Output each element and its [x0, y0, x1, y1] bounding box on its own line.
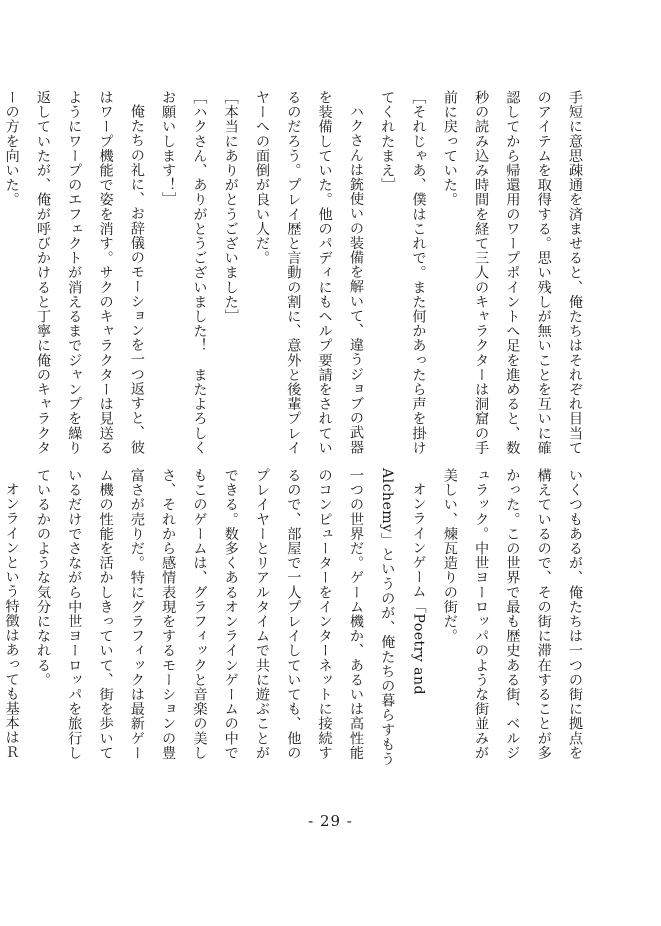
paragraph: いくつもあるが、俺たちは一つの街に拠点を構えているので、その街に滞在することが多かった。この世界で最も歴史ある街、ベルジュラック。中世ヨーロッパのような街並みが美しい、煉瓦造りの街だ。 — [441, 468, 583, 760]
dialogue-line: ［本当にありがとうございました］ — [222, 90, 239, 324]
dialogue-line: ［それじゃあ、僕はこれで。また何かあったら声を掛けてくれたまえ］ — [379, 90, 427, 455]
dialogue-line: ［ハクさん、ありがとうございました！ またよろしくお願いします！］ — [160, 90, 208, 455]
page-number: - 29 - — [308, 812, 353, 830]
lower-text-block — [3, 468, 590, 768]
paragraph: オンラインゲーム「Poetry and Alchemy」というのが、俺たちの暮らすもう一つの世界だ。ゲーム機か、あるいは高性能のコンピューターをインターネットに接続するので、部屋で一人プレイしていても、他のプレイヤーとリアルタイムで共に遊ぶことができる。数多くあるオンラインゲームの中でもこのゲームは、グラフィックと音楽の美しさ、それから感情表現をするモーションの豊富さが売りだ。特にグラフィックは最新ゲーム機の性能を活かしきっていて、街を歩いているだけでさながら中世ヨーロッパを旅行しているかのような気分になれる。 — [34, 468, 427, 767]
upper-text-block — [3, 90, 590, 460]
paragraph: 俺たちの礼に、お辞儀のモーションを一つ返すと、彼はワープ機能で姿を消す。サクのキャラクターは見送るようにワープのエフェクトが消えるまでジャンプを繰り返していたが、俺が呼びかけると丁寧に俺のキャラクターの方を向いた。 — [3, 90, 145, 455]
paragraph: 手短に意思疎通を済ませると、俺たちはそれぞれ目当てのアイテムを取得する。思い残しが無いことを互いに確認してから帰還用のワープポイントへ足を進めると、数秒の読み込み時間を経て三人のキャラクターは洞窟の手前に戻っていた。 — [441, 90, 583, 455]
paragraph: オンラインという特徴はあっても基本はＲ — [3, 482, 20, 760]
paragraph: ハクさんは銃使いの装備を解いて、違うジョブの武器を装備していた。他のパディにもヘルプ要請をされているのだろう。プレイ歴と言動の割に、意外と後輩プレイヤーへの面倒が良い人だ。 — [254, 90, 364, 455]
